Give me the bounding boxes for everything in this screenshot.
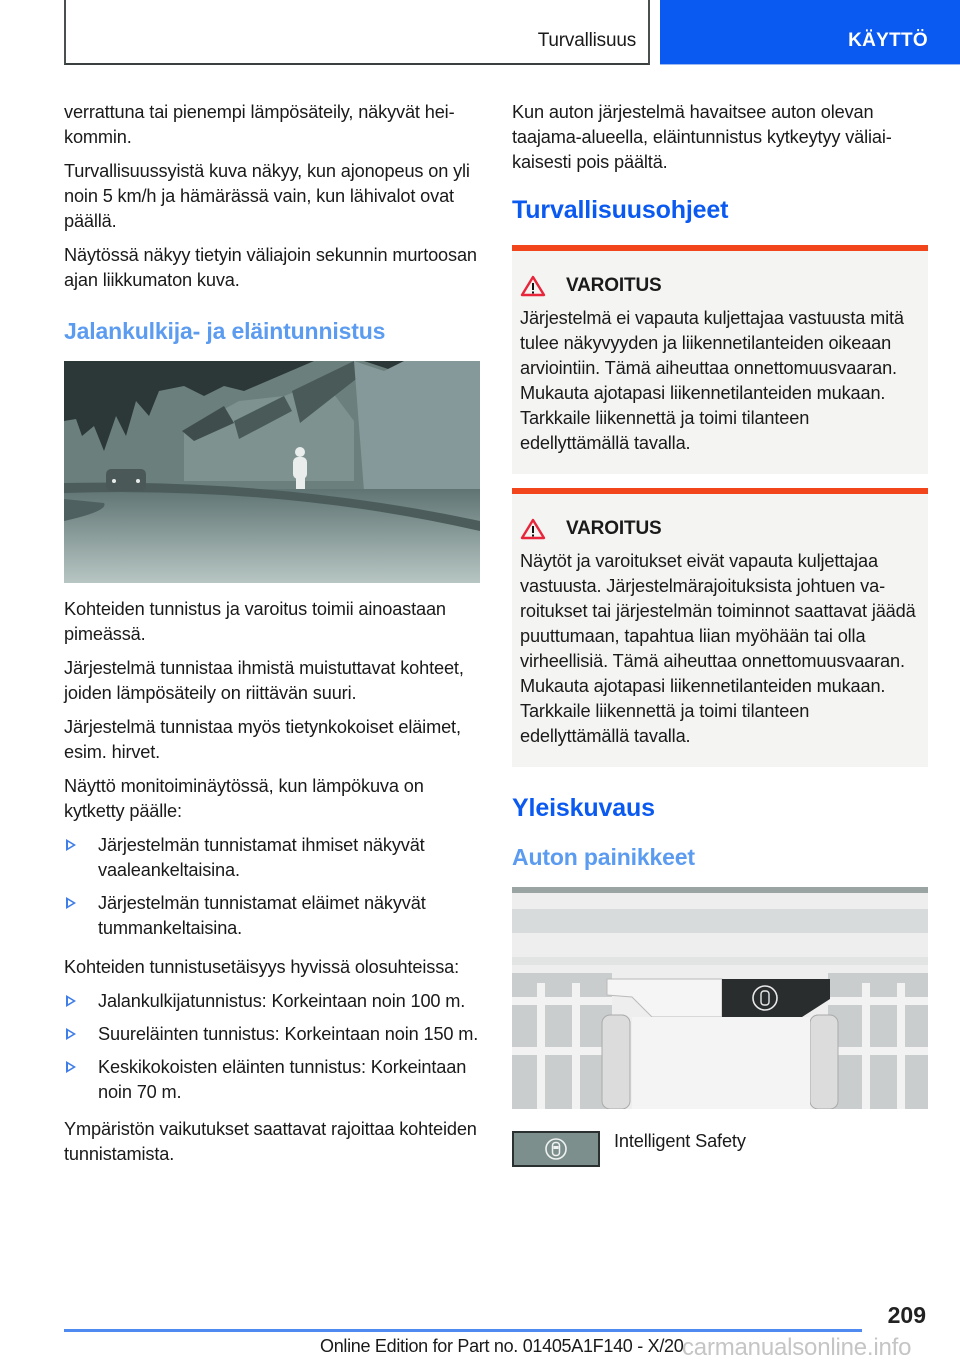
section-heading-safety: Turvallisuusohjeet <box>512 196 729 224</box>
list-item-text: Järjestelmän tunnistamat ihmiset näkyvät vaaleankeltaisina. <box>98 835 425 880</box>
right-column <box>512 100 928 1167</box>
list-item <box>64 833 484 883</box>
warning-text: Järjestelmä ei vapauta kuljettajaa vastuusta mitä tulee näkyvyyden ja liikennetilanteiden oikeaan arviointiin. Tämä aiheuttaa onnettomuusvaaran. Mukauta ajotapasi liikennetilanteiden mukaan. Tarkkaile liikennettä ja toimi tilanteen edellyttämällä tavalla. <box>520 308 904 453</box>
warning-triangle-icon <box>520 518 546 540</box>
edition-text: Online Edition for Part no. 01405A1F140 - X/20 <box>320 1336 684 1356</box>
paragraph: Kun auton järjestelmä havaitsee auton olevan taajama-alueella, eläintunnistus kytkeytyy väliaikaisesti pois päältä. <box>512 102 892 172</box>
paragraph: Ympäristön vaikutukset saattavat rajoittaa kohteiden tunnistamista. <box>64 1119 477 1164</box>
warning-title: VAROITUS <box>566 518 662 539</box>
bullet-triangle-icon <box>66 995 76 1007</box>
detection-range-list <box>64 989 484 1105</box>
dashboard-image <box>512 887 928 1109</box>
header-chapter-title: KÄYTTÖ <box>848 30 928 51</box>
warning-box <box>512 488 928 767</box>
header-chapter-tab[interactable] <box>660 0 960 65</box>
left-column <box>64 100 484 1176</box>
watermark-text: carmanualsonline.info <box>682 1334 912 1361</box>
paragraph: Näytössä näkyy tietyin väliajoin sekunnin murtoosan ajan liikkumaton kuva. <box>64 245 477 290</box>
header-section-box <box>64 0 650 65</box>
paragraph: Kohteiden tunnistusetäisyys hyvissä olosuhteissa: <box>64 957 460 977</box>
section-heading-buttons: Auton painikkeet <box>512 844 695 870</box>
list-item <box>64 1022 484 1047</box>
list-item-text: Jalankulkijatunnistus: Korkeintaan noin 100 m. <box>98 991 466 1011</box>
warning-text: Näytöt ja varoitukset eivät vapauta kuljettajaa vastuusta. Järjestelmärajoituksista johtuen varoitukset tai järjestelmän toiminnot saattavat jäädä puuttumaan, tapahtua liian myöhään tai olla virheellisiä. Tämä aiheuttaa onnettomuusvaaran. Mukauta ajotapasi liikennetilanteiden mukaan. Tarkkaile liikennettä ja toimi tilanteen edellyttämällä tavalla. <box>520 551 916 746</box>
night-vision-image <box>64 361 480 583</box>
paragraph: Kohteiden tunnistus ja varoitus toimii ainoastaan pimeässä. <box>64 599 446 644</box>
paragraph: Näyttö monitoiminäytössä, kun lämpökuva on kytketty päälle: <box>64 776 424 821</box>
intelligent-safety-icon <box>543 1136 569 1162</box>
warning-title: VAROITUS <box>566 275 662 296</box>
list-item <box>64 989 484 1014</box>
bullet-triangle-icon <box>66 1028 76 1040</box>
warning-header <box>520 516 920 541</box>
bullet-triangle-icon <box>66 897 76 909</box>
header-section-title: Turvallisuus <box>537 30 636 51</box>
paragraph: verrattuna tai pienempi lämpösäteily, näkyvät heikommin. <box>64 102 455 147</box>
list-item-text: Keskikokoisten eläinten tunnistus: Korkeintaan noin 70 m. <box>98 1057 467 1102</box>
section-heading-overview: Yleiskuvaus <box>512 794 655 822</box>
intelligent-safety-button[interactable] <box>512 1131 600 1167</box>
list-item <box>64 891 484 941</box>
warning-triangle-icon <box>520 275 546 297</box>
control-legend-row <box>512 1129 928 1167</box>
bullet-triangle-icon <box>66 1061 76 1073</box>
list-item-text: Suureläinten tunnistus: Korkeintaan noin 150 m. <box>98 1024 479 1044</box>
display-colors-list <box>64 833 484 941</box>
paragraph: Turvallisuussyistä kuva näkyy, kun ajonopeus on yli noin 5 km/h ja hämärässä vain, kun lähivalot ovat päällä. <box>64 161 470 231</box>
paragraph: Järjestelmä tunnistaa myös tietynkokoiset eläimet, esim. hirvet. <box>64 717 461 762</box>
warning-header <box>520 273 920 298</box>
night-vision-figure <box>64 361 480 583</box>
section-heading-detection: Jalankulkija- ja eläintunnistus <box>64 318 386 344</box>
page-number: 209 <box>887 1302 926 1328</box>
dashboard-figure <box>512 887 928 1109</box>
list-item <box>64 1055 484 1105</box>
list-item-text: Järjestelmän tunnistamat eläimet näkyvät tummankeltaisina. <box>98 893 426 938</box>
paragraph: Järjestelmä tunnistaa ihmistä muistuttavat kohteet, joiden lämpösäteily on riittävän suuri. <box>64 658 464 703</box>
footer-divider <box>64 1329 862 1332</box>
control-label: Intelligent Safety <box>614 1131 746 1151</box>
warning-box <box>512 245 928 474</box>
bullet-triangle-icon <box>66 839 76 851</box>
